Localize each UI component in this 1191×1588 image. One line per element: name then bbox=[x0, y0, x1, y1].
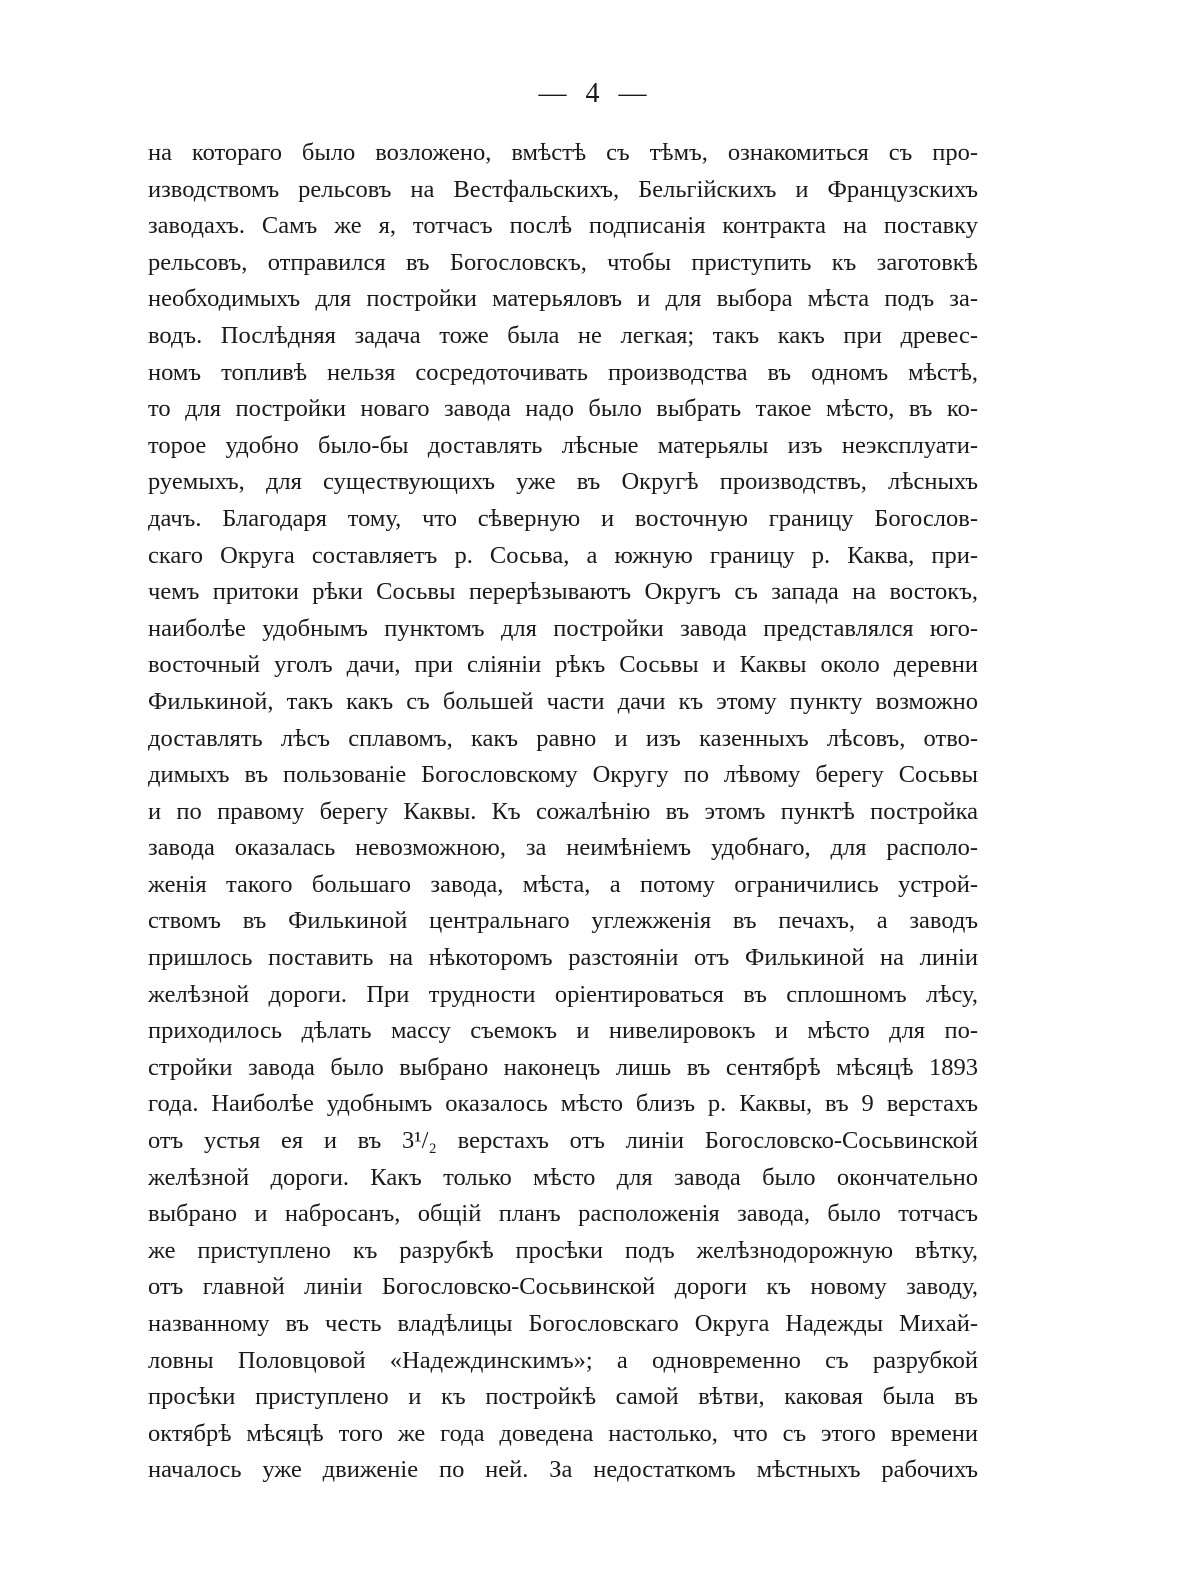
text-line: приходилось дѣлать массу съемокъ и нивелировокъ и мѣсто для по- bbox=[148, 1017, 978, 1045]
text-line: желѣзной дороги. Какъ только мѣсто для завода было окончательно bbox=[148, 1163, 978, 1191]
text-line: рельсовъ, отправился въ Богословскъ, чтобы приступить къ заготовкѣ bbox=[148, 248, 978, 276]
page-number-header: — 4 — bbox=[538, 78, 653, 109]
text-line: номъ топливѣ нельзя сосредоточивать производства въ одномъ мѣстѣ, bbox=[148, 358, 978, 386]
body-text bbox=[148, 135, 978, 1489]
text-line: руемыхъ, для существующихъ уже въ Округѣ производствъ, лѣсныхъ bbox=[148, 468, 978, 496]
text-line: завода оказалась невозможною, за неимѣніемъ удобнаго, для располо- bbox=[148, 834, 978, 862]
text-line: же приступлено къ разрубкѣ просѣки подъ желѣзнодорожную вѣтку, bbox=[148, 1236, 978, 1264]
text-line: отъ устья ея и въ 3¹/₂ верстахъ отъ линіи Богословско-Сосьвинской bbox=[148, 1127, 978, 1155]
text-line: женія такого большаго завода, мѣста, а потому ограничились устрой- bbox=[148, 870, 978, 898]
text-line: доставлять лѣсъ сплавомъ, какъ равно и изъ казенныхъ лѣсовъ, отво- bbox=[148, 724, 978, 752]
text-line: дачъ. Благодаря тому, что сѣверную и восточную границу Богослов- bbox=[148, 504, 978, 532]
text-line: необходимыхъ для постройки матерьяловъ и для выбора мѣста подъ за- bbox=[148, 285, 978, 313]
text-line: чемъ притоки рѣки Сосьвы перерѣзываютъ Округъ съ запада на востокъ, bbox=[148, 578, 978, 606]
text-line: пришлось поставить на нѣкоторомъ разстояніи отъ Филькиной на линіи bbox=[148, 944, 978, 972]
text-line: заводахъ. Самъ же я, тотчасъ послѣ подписанія контракта на поставку bbox=[148, 212, 978, 240]
text-line: торое удобно было-бы доставлять лѣсные матерьялы изъ неэксплуати- bbox=[148, 431, 978, 459]
text-line: скаго Округа составляетъ р. Сосьва, а южную границу р. Каква, при- bbox=[148, 541, 978, 569]
text-line: началось уже движеніе по ней. За недостаткомъ мѣстныхъ рабочихъ bbox=[148, 1456, 978, 1484]
text-line: октябрѣ мѣсяцѣ того же года доведена настолько, что съ этого времени bbox=[148, 1419, 978, 1447]
text-line: отъ главной линіи Богословско-Сосьвинской дороги къ новому заводу, bbox=[148, 1273, 978, 1301]
text-line: года. Наиболѣе удобнымъ оказалось мѣсто близъ р. Каквы, въ 9 верстахъ bbox=[148, 1090, 978, 1118]
text-line: ствомъ въ Филькиной центральнаго углежженія въ печахъ, а заводъ bbox=[148, 907, 978, 935]
text-line: желѣзной дороги. При трудности оріентироваться въ сплошномъ лѣсу, bbox=[148, 980, 978, 1008]
text-line: Филькиной, такъ какъ съ большей части дачи къ этому пункту возможно bbox=[148, 687, 978, 715]
text-line: наиболѣе удобнымъ пунктомъ для постройки завода представлялся юго- bbox=[148, 614, 978, 642]
text-line: димыхъ въ пользованіе Богословскому Округу по лѣвому берегу Сосьвы bbox=[148, 761, 978, 789]
text-line: названному въ честь владѣлицы Богословскаго Округа Надежды Михай- bbox=[148, 1310, 978, 1337]
text-line: и по правому берегу Каквы. Къ сожалѣнію въ этомъ пунктѣ постройка bbox=[148, 797, 978, 825]
text-line: ловны Половцовой «Надеждинскимъ»; а одновременно съ разрубкой bbox=[148, 1346, 978, 1374]
text-line: то для постройки новаго завода надо было выбрать такое мѣсто, въ ко- bbox=[148, 395, 978, 423]
text-line: стройки завода было выбрано наконецъ лишь въ сентябрѣ мѣсяцѣ 1893 bbox=[148, 1053, 978, 1081]
text-line: на котораго было возложено, вмѣстѣ съ тѣмъ, ознакомиться съ про- bbox=[148, 139, 978, 166]
text-line: изводствомъ рельсовъ на Вестфальскихъ, Бельгійскихъ и Французскихъ bbox=[148, 175, 978, 203]
text-line: просѣки приступлено и къ постройкѣ самой вѣтви, каковая была въ bbox=[148, 1383, 978, 1411]
text-line: водъ. Послѣдняя задача тоже была не легкая; такъ какъ при древес- bbox=[148, 321, 978, 349]
text-line: восточный уголъ дачи, при сліяніи рѣкъ Сосьвы и Каквы около деревни bbox=[148, 651, 978, 679]
text-line: выбрано и набросанъ, общій планъ расположенія завода, было тотчасъ bbox=[148, 1200, 978, 1228]
